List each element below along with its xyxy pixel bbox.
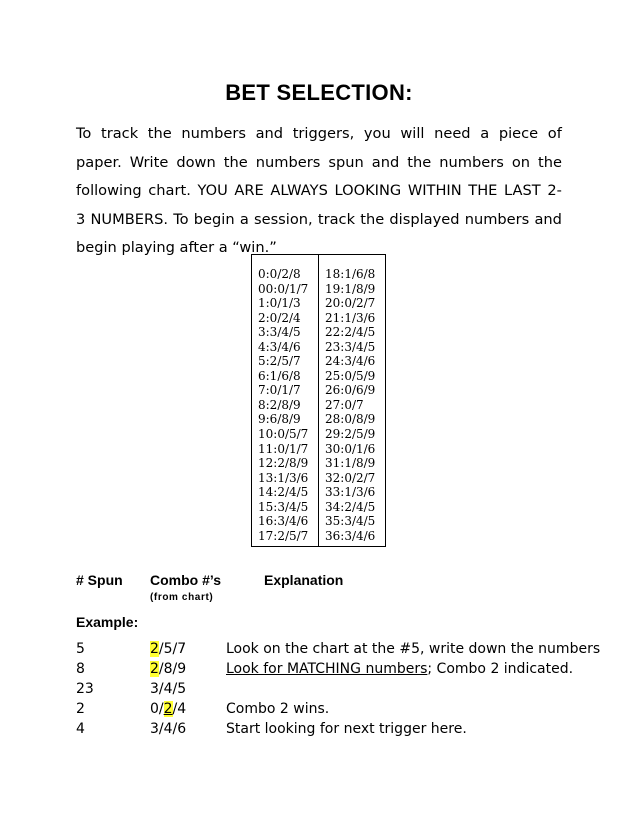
highlighted-number: 2 [150, 661, 159, 677]
paragraph-line [76, 206, 562, 235]
chart-entry: 15:3/4/5 [258, 499, 309, 514]
chart-entry: 25:0/5/9 [325, 368, 376, 383]
paragraph-word: To [76, 125, 92, 142]
header-spun: # Spun [76, 572, 123, 588]
paragraph-word: triggers, [292, 125, 355, 142]
highlighted-number: 2 [150, 641, 159, 657]
chart-entry: 28:0/8/9 [325, 412, 376, 427]
paragraph-word: need [434, 125, 471, 142]
chart-entry: 1:0/1/3 [258, 296, 301, 311]
combo-prefix: 0/ [150, 701, 164, 717]
chart-entry: 32:0/2/7 [325, 470, 376, 485]
chart-entry: 23:3/4/5 [325, 339, 376, 354]
chart-entry: 13:1/3/6 [258, 470, 309, 485]
chart-entry: 4:3/4/6 [258, 339, 301, 354]
chart-entry: 33:1/3/6 [325, 485, 376, 500]
paragraph-word: and [371, 153, 400, 171]
paragraph-word: following [76, 182, 142, 199]
chart-entry: 14:2/4/5 [258, 485, 309, 500]
paragraph-word: and [534, 210, 562, 228]
chart-entry: 0:0/2/8 [258, 267, 301, 281]
paragraph-word: track [317, 210, 356, 228]
paragraph-word: the [223, 153, 248, 171]
paragraph-word: LAST [504, 182, 541, 199]
header-combo-subtitle: (from chart) [150, 592, 214, 603]
paragraph-word: NUMBERS. [90, 210, 168, 228]
paragraph-word: will [400, 125, 425, 142]
paragraph-word: LOOKING [334, 182, 402, 199]
chart-entry: 31:1/8/9 [325, 456, 376, 471]
example-explanation: Look on the chart at the #5, write down the numbers [226, 641, 601, 657]
explanation-rest: ; Combo 2 indicated. [427, 661, 574, 677]
paragraph-word: you [363, 125, 391, 142]
paragraph-line [76, 177, 562, 206]
chart-entry: 17:2/5/7 [258, 528, 309, 543]
example-combo: 3/4/6 [150, 721, 187, 737]
chart-entry: 18:1/6/8 [325, 267, 376, 281]
example-row [0, 701, 638, 721]
chart-entry: 34:2/4/5 [325, 499, 376, 514]
combo-rest: /4 [172, 701, 187, 717]
instructions-paragraph [76, 120, 562, 263]
paragraph-word: the [407, 153, 432, 171]
paragraph-word: THE [468, 182, 498, 199]
paragraph-word: To [173, 210, 189, 228]
paragraph-word: of [547, 125, 562, 142]
paragraph-word: track [101, 125, 139, 142]
paragraph-word: 2- [547, 182, 562, 199]
chart-entry: 35:3/4/5 [325, 514, 376, 529]
example-spun: 2 [76, 701, 85, 717]
chart-entry: 5:2/5/7 [258, 354, 301, 369]
highlighted-number: 2 [163, 701, 173, 717]
example-spun: 4 [76, 721, 85, 737]
paragraph-word: numbers [255, 153, 321, 171]
combo-chart [251, 254, 386, 547]
paragraph-word: the [538, 153, 562, 171]
paragraph-word: paper. [76, 153, 122, 171]
paragraph-word: the [360, 210, 385, 228]
paragraph-word: a [480, 125, 490, 142]
paragraph-word: ALWAYS [270, 182, 328, 199]
paragraph-word: ARE [234, 182, 264, 199]
paragraph-word: Write [129, 153, 169, 171]
chart-entry: 12:2/8/9 [258, 456, 309, 471]
example-row [0, 641, 638, 661]
paragraph-word: displayed [389, 210, 460, 228]
chart-entry: 16:3/4/6 [258, 514, 309, 529]
chart-column-right [325, 267, 375, 543]
example-explanation: Combo 2 wins. [226, 701, 330, 717]
paragraph-word: and [255, 125, 284, 142]
paragraph-word: numbers [439, 153, 504, 171]
underlined-text: Look for MATCHING numbers [226, 661, 428, 677]
paragraph-line [76, 120, 562, 149]
example-combo [150, 701, 186, 717]
example-explanation: Start looking for next trigger here. [226, 721, 467, 737]
paragraph-word: piece [498, 125, 539, 142]
chart-entry: 24:3/4/6 [325, 354, 376, 369]
paragraph-word: 3 [76, 210, 86, 228]
paragraph-word: YOU [197, 182, 228, 199]
paragraph-word: begin playing after a “win.” [76, 239, 277, 256]
page-title: BET SELECTION: [225, 80, 413, 105]
example-spun: 5 [76, 641, 85, 657]
chart-entry: 27:0/7 [325, 397, 364, 412]
paragraph-word: on [511, 153, 531, 171]
example-row [0, 661, 638, 681]
paragraph-word: down [176, 153, 216, 171]
paragraph-word: a [239, 210, 249, 228]
example-combo: 3/4/5 [150, 681, 187, 697]
chart-entry: 2:0/2/4 [258, 310, 301, 325]
example-spun: 8 [76, 661, 85, 677]
example-combo [150, 661, 186, 677]
example-combo [150, 641, 186, 657]
chart-entry: 9:6/8/9 [258, 412, 301, 427]
chart-entry: 22:2/4/5 [325, 325, 376, 340]
chart-entry: 21:1/3/6 [325, 310, 376, 325]
chart-entry: 11:0/1/7 [258, 441, 309, 456]
paragraph-word: spun [328, 153, 364, 171]
paragraph-word: the [147, 125, 172, 142]
header-combo: Combo #’s [150, 572, 222, 588]
example-spun: 23 [76, 681, 94, 697]
paragraph-word: numbers [181, 125, 246, 142]
chart-entry: 6:1/6/8 [258, 368, 301, 383]
paragraph-word: begin [193, 210, 235, 228]
chart-entry: 10:0/5/7 [258, 427, 309, 442]
paragraph-word: WITHIN [407, 182, 462, 199]
chart-entry: 19:1/8/9 [325, 281, 376, 296]
example-row [0, 681, 638, 701]
paragraph-word: session, [254, 210, 313, 228]
combo-rest: /5/7 [158, 641, 187, 657]
chart-entry: 36:3/4/6 [325, 528, 376, 543]
paragraph-word: numbers [464, 210, 530, 228]
combo-rest: /8/9 [158, 661, 187, 677]
chart-entry: 8:2/8/9 [258, 397, 301, 412]
chart-entry: 7:0/1/7 [258, 383, 301, 398]
example-label: Example: [76, 614, 139, 630]
chart-entry: 3:3/4/5 [258, 325, 301, 340]
chart-divider [318, 255, 319, 546]
chart-entry: 20:0/2/7 [325, 296, 376, 311]
chart-entry: 30:0/1/6 [325, 441, 376, 456]
paragraph-word: chart. [148, 182, 191, 199]
chart-entry: 00:0/1/7 [258, 281, 309, 296]
header-explanation: Explanation [264, 572, 344, 588]
chart-column-left [258, 267, 308, 543]
example-explanation [226, 661, 573, 677]
chart-entry: 26:0/6/9 [325, 383, 376, 398]
chart-entry: 29:2/5/9 [325, 427, 376, 442]
paragraph-line [76, 149, 562, 178]
example-row [0, 721, 638, 741]
